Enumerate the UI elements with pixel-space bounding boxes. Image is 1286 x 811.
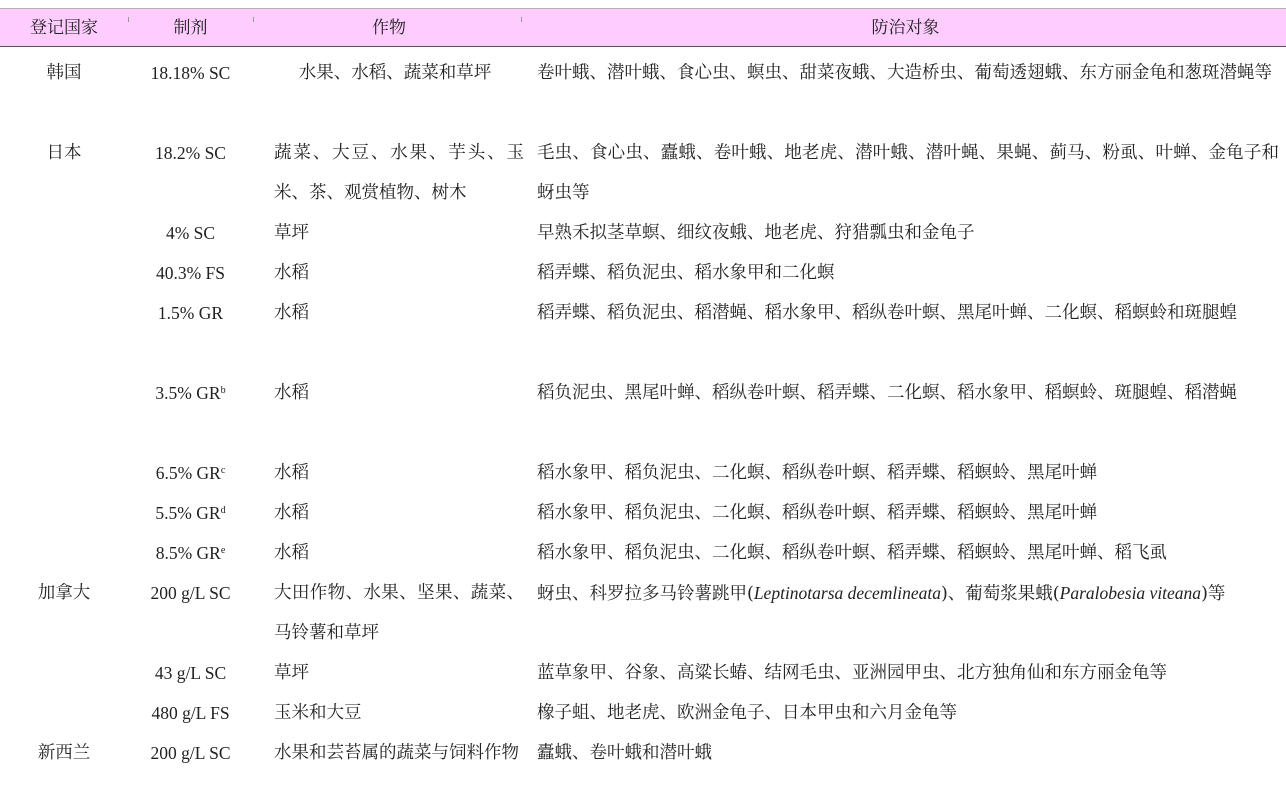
- crop-cell: 水稻: [274, 383, 309, 403]
- crop-cell: 水稻: [274, 263, 309, 283]
- crop-cell: 玉米和大豆: [274, 703, 362, 723]
- target-cell: 稻水象甲、稻负泥虫、二化螟、稻纵卷叶螟、稻弄蝶、稻螟蛉、黑尾叶蝉: [537, 463, 1097, 483]
- crop-cell: 水果和芸苔属的蔬菜与饲料作物: [274, 743, 519, 763]
- table-row: [0, 133, 1286, 213]
- target-cell: 卷叶蛾、潜叶蛾、食心虫、螟虫、甜菜夜蛾、大造桥虫、葡萄透翅蛾、东方丽金龟和葱斑潜蝇等: [537, 63, 1272, 83]
- species-name: Leptinotarsa decemlineata: [753, 583, 941, 603]
- crop-cell: 蔬菜、大豆、水果、芋头、玉米、茶、观赏植物、树木: [274, 143, 524, 203]
- target-cell: [537, 573, 1279, 614]
- header-target: 防治对象: [871, 18, 940, 38]
- formulation-cell: 200 g/L SC: [150, 583, 231, 603]
- table-row: [0, 493, 1286, 533]
- crop-cell: 草坪: [274, 663, 309, 683]
- formulation-cell: 18.18% SC: [150, 63, 231, 83]
- target-text: )等: [1201, 584, 1226, 604]
- table-row: [0, 573, 1286, 653]
- country-cell: 加拿大: [37, 583, 91, 603]
- target-cell: 稻负泥虫、黑尾叶蝉、稻纵卷叶螟、稻弄蝶、二化螟、稻水象甲、稻螟蛉、斑腿蝗、稻潜蝇: [537, 383, 1237, 403]
- table-row: [0, 53, 1286, 133]
- species-name: Paralobesia viteana: [1059, 583, 1202, 603]
- target-cell: 稻水象甲、稻负泥虫、二化螟、稻纵卷叶螟、稻弄蝶、稻螟蛉、黑尾叶蝉: [537, 503, 1097, 523]
- target-cell: 橡子蛆、地老虎、欧洲金龟子、日本甲虫和六月金龟等: [537, 703, 957, 723]
- crop-cell: 草坪: [274, 223, 309, 243]
- table-row: [0, 453, 1286, 493]
- country-cell: 韩国: [46, 63, 82, 83]
- country-cell: 日本: [46, 143, 82, 163]
- footnote-marker: d: [220, 505, 226, 516]
- table-row: [0, 693, 1286, 733]
- header-formulation: 制剂: [173, 18, 208, 38]
- formulation-text: 3.5% GR: [155, 383, 221, 403]
- footnote-marker: e: [220, 545, 226, 556]
- formulation-text: 5.5% GR: [155, 503, 221, 523]
- formulation-cell: [128, 533, 253, 573]
- crop-cell: 大田作物、水果、坚果、蔬菜、马铃薯和草坪: [274, 583, 524, 643]
- table-row: [0, 253, 1286, 293]
- table-row: [0, 373, 1286, 453]
- formulation-cell: 480 g/L FS: [151, 703, 230, 723]
- formulation-text: 6.5% GR: [155, 463, 221, 483]
- crop-cell: 水稻: [274, 463, 309, 483]
- table-header: [0, 8, 1286, 47]
- target-text: )、葡萄浆果蛾(: [940, 584, 1060, 604]
- table-row: [0, 733, 1286, 811]
- target-cell: 早熟禾拟茎草螟、细纹夜蛾、地老虎、狩猎瓢虫和金龟子: [537, 223, 975, 243]
- target-text: 蚜虫、科罗拉多马铃薯跳甲(: [537, 584, 754, 604]
- target-cell: 稻水象甲、稻负泥虫、二化螟、稻纵卷叶螟、稻弄蝶、稻螟蛉、黑尾叶蝉、稻飞虱: [537, 543, 1167, 563]
- header-crop: 作物: [372, 18, 406, 38]
- formulation-cell: 18.2% SC: [155, 143, 226, 163]
- header-country: 登记国家: [30, 18, 98, 38]
- formulation-cell: [128, 453, 253, 493]
- table-row: [0, 213, 1286, 253]
- target-cell: 毛虫、食心虫、蠹蛾、卷叶蛾、地老虎、潜叶蛾、潜叶蝇、果蝇、蓟马、粉虱、叶蝉、金龟子和蚜虫等: [537, 143, 1279, 203]
- formulation-cell: [128, 373, 253, 413]
- target-cell: 蓝草象甲、谷象、高粱长蝽、结网毛虫、亚洲园甲虫、北方独角仙和东方丽金龟等: [537, 663, 1167, 683]
- formulation-cell: 4% SC: [165, 223, 216, 243]
- crop-cell: 水果、水稻、蔬菜和草坪: [298, 63, 492, 83]
- formulation-cell: [128, 493, 253, 533]
- country-cell: 新西兰: [37, 743, 91, 763]
- crop-cell: 水稻: [274, 303, 309, 323]
- table-row: [0, 533, 1286, 573]
- formulation-cell: 40.3% FS: [155, 263, 226, 283]
- footnote-marker: b: [220, 385, 226, 396]
- footnote-marker: c: [220, 465, 226, 476]
- formulation-cell: 43 g/L SC: [154, 663, 227, 683]
- target-cell: 蠹蛾、卷叶蛾和潜叶蛾: [537, 743, 712, 763]
- crop-cell: 水稻: [274, 543, 309, 563]
- formulation-text: 8.5% GR: [155, 543, 221, 563]
- target-cell: 稻弄蝶、稻负泥虫、稻潜蝇、稻水象甲、稻纵卷叶螟、黑尾叶蝉、二化螟、稻螟蛉和斑腿蝗: [537, 303, 1237, 323]
- target-cell: 稻弄蝶、稻负泥虫、稻水象甲和二化螟: [537, 263, 835, 283]
- table-row: [0, 653, 1286, 693]
- formulation-cell: 1.5% GR: [157, 303, 224, 323]
- table-row: [0, 293, 1286, 373]
- crop-cell: 水稻: [274, 503, 309, 523]
- formulation-cell: 200 g/L SC: [150, 743, 231, 763]
